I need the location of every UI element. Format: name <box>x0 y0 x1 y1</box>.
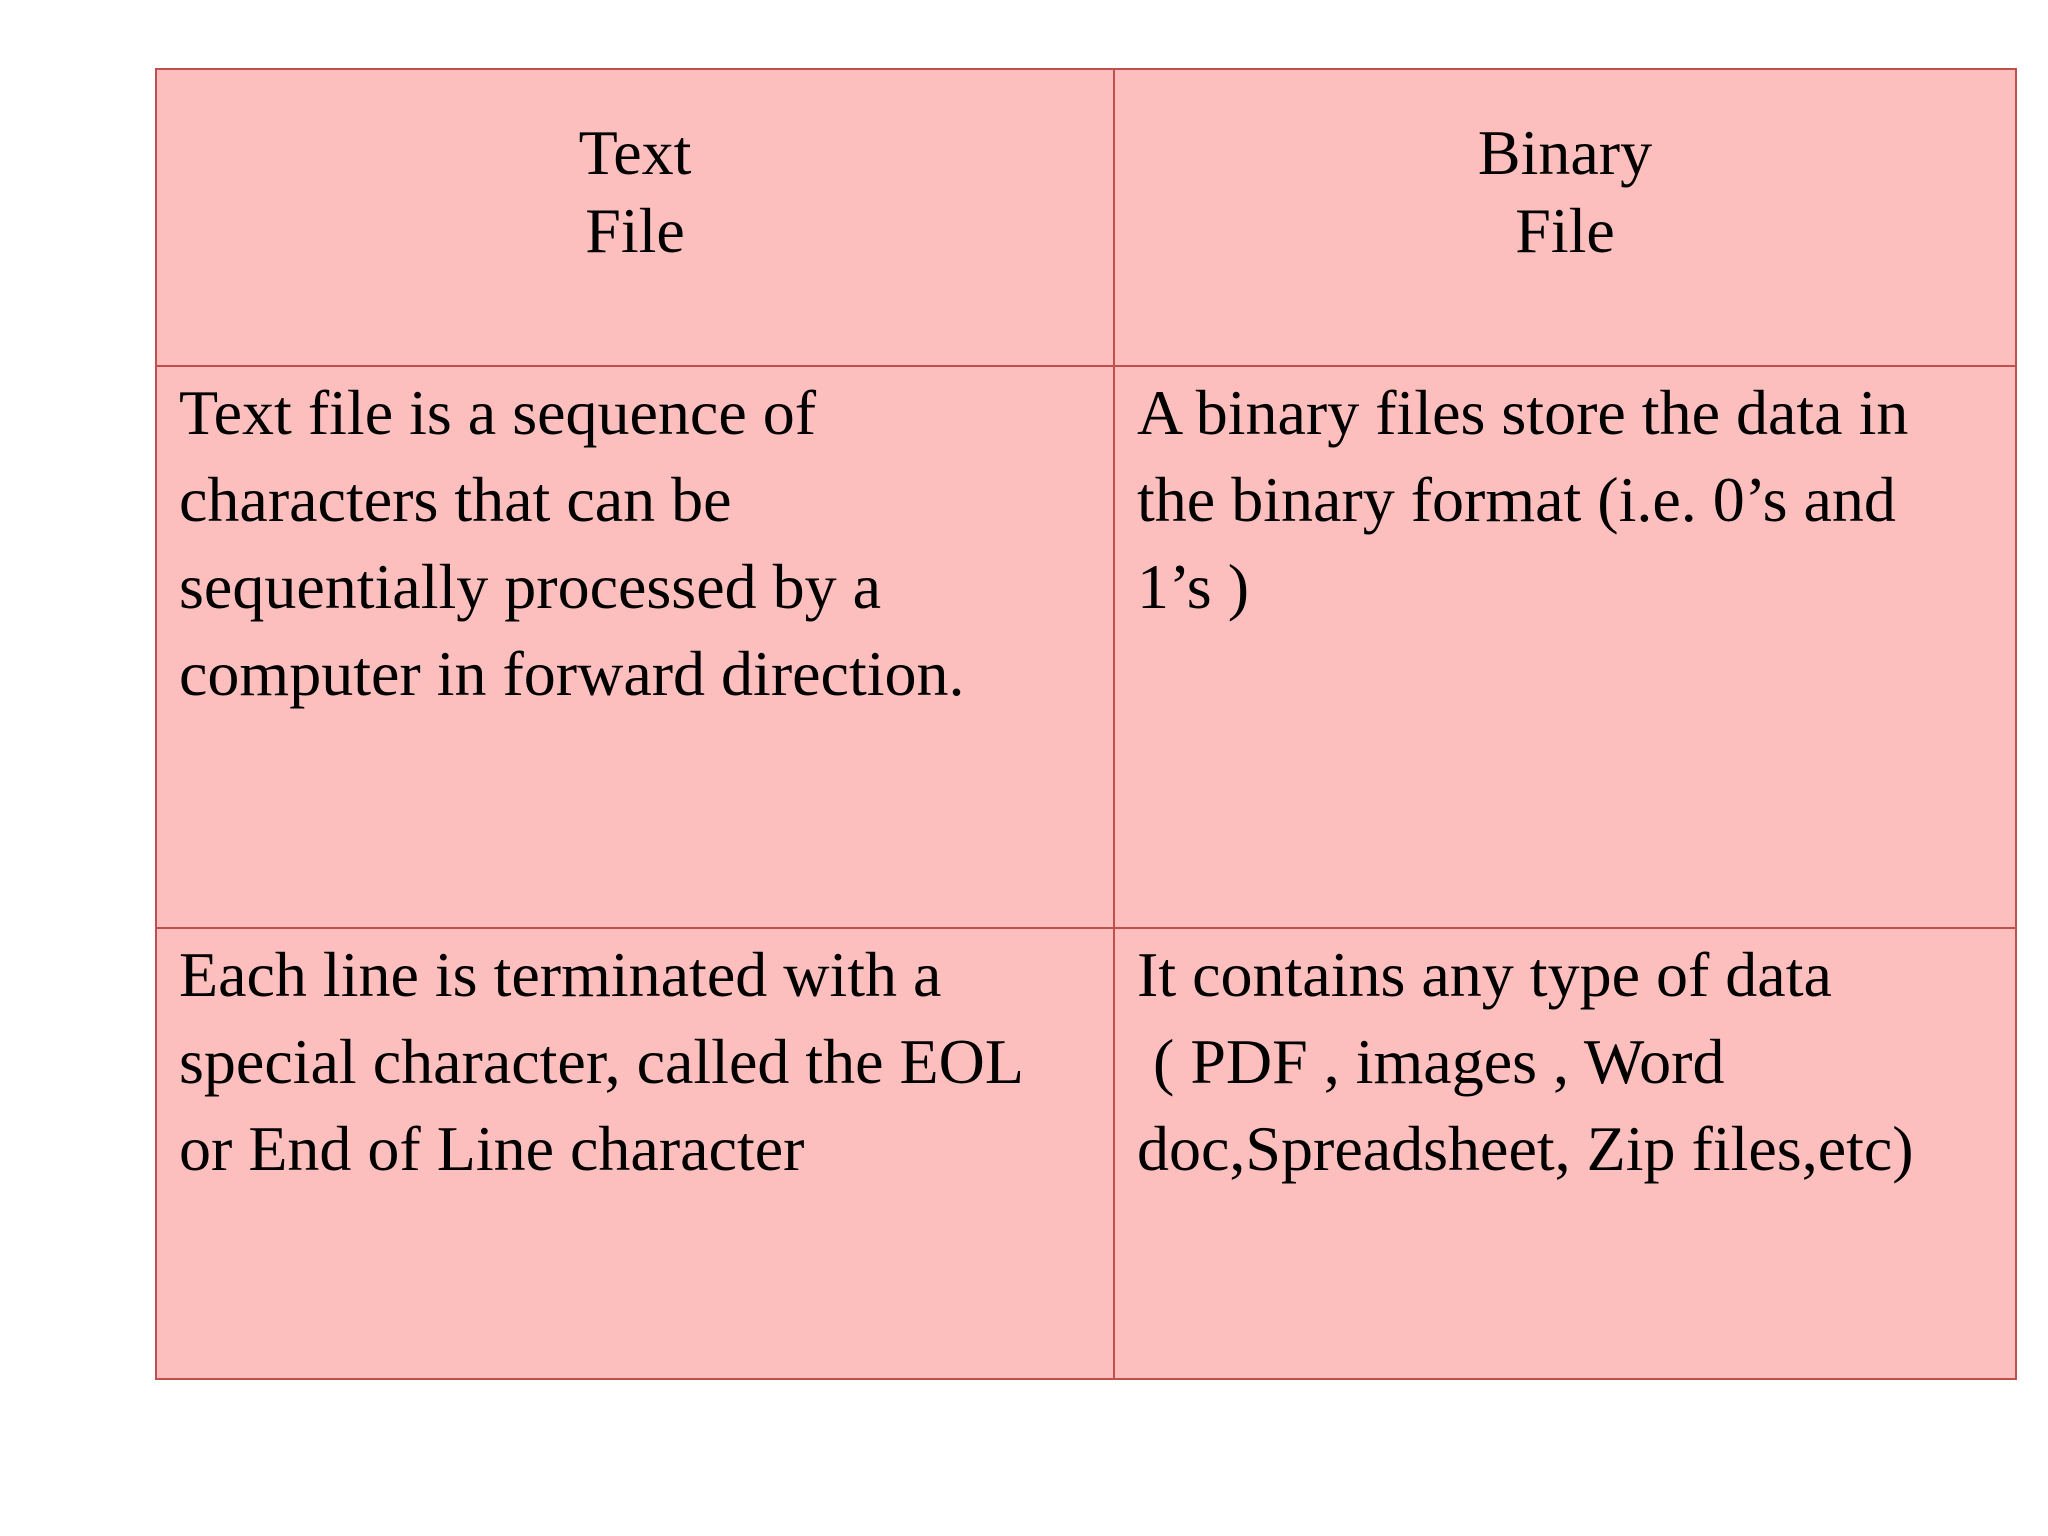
cell-line: special character, called the EOL <box>179 1026 1024 1097</box>
cell-line: or End of Line character <box>179 1113 805 1184</box>
header-binary-file <box>1114 69 2016 366</box>
cell-line: Text file is a sequence of <box>179 377 817 448</box>
header-text-file-line-1: Text <box>578 117 692 188</box>
cell-line: the binary format (i.e. 0’s and <box>1137 464 1896 535</box>
cell-line: 1’s ) <box>1137 551 1249 622</box>
cell-line: characters that can be <box>179 464 732 535</box>
cell-line: sequentially processed by a <box>179 551 881 622</box>
cell-binary-file-definition <box>1114 366 2016 928</box>
comparison-table <box>155 68 2017 1380</box>
header-binary-file-line-2: File <box>1515 195 1615 266</box>
cell-line: ( PDF , images , Word <box>1137 1026 1725 1097</box>
cell-line: computer in forward direction. <box>179 638 965 709</box>
header-text-file <box>156 69 1114 366</box>
cell-line: It contains any type of data <box>1137 939 1832 1010</box>
table-row <box>156 928 2016 1379</box>
table-header-row <box>156 69 2016 366</box>
cell-binary-file-contents <box>1114 928 2016 1379</box>
cell-line: Each line is terminated with a <box>179 939 942 1010</box>
table-row <box>156 366 2016 928</box>
cell-text-file-definition <box>156 366 1114 928</box>
cell-line: A binary files store the data in <box>1137 377 1909 448</box>
cell-line: doc,Spreadsheet, Zip files,etc) <box>1137 1113 1914 1184</box>
header-binary-file-line-1: Binary <box>1477 117 1653 188</box>
header-text-file-line-2: File <box>585 195 685 266</box>
cell-text-file-eol <box>156 928 1114 1379</box>
